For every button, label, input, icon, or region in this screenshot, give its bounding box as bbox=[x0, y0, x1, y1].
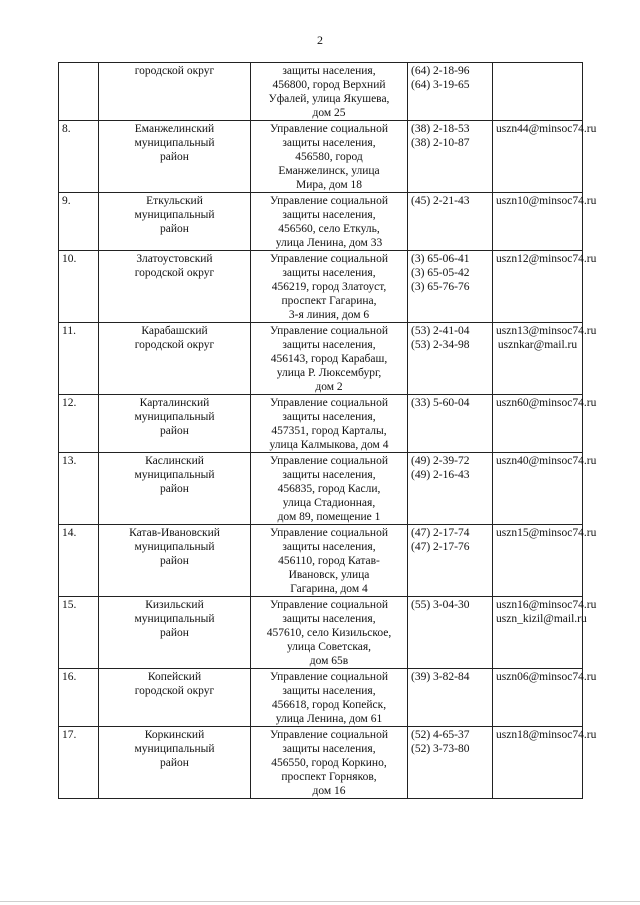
email-link[interactable]: uszn16@minsoc74.ru bbox=[496, 599, 597, 611]
cell-line: 456618, город Копейск, bbox=[271, 699, 387, 711]
cell-line: защиты населения, bbox=[282, 65, 376, 77]
cell-line: Кизильский bbox=[145, 599, 204, 611]
phone-number: (38) 2-10-87 bbox=[411, 137, 470, 149]
cell-line: улица Р. Люксембург, bbox=[276, 367, 382, 379]
cell-line: муниципальный bbox=[134, 209, 215, 221]
row-number-cell: 15. bbox=[59, 597, 99, 669]
cell-line: защиты населения, bbox=[282, 469, 376, 481]
cell-line: 457351, город Карталы, bbox=[271, 425, 387, 437]
phones-cell bbox=[408, 525, 493, 597]
emails-cell bbox=[493, 669, 597, 727]
phones-cell bbox=[408, 193, 493, 251]
emails-cell bbox=[493, 727, 597, 799]
email-link[interactable]: uszn_kizil@mail.ru bbox=[496, 613, 587, 625]
cell-line: защиты населения, bbox=[282, 411, 376, 423]
table-row bbox=[59, 63, 583, 121]
cell-line: защиты населения, bbox=[282, 137, 376, 149]
municipality-cell bbox=[99, 63, 251, 121]
cell-line: район bbox=[160, 151, 189, 163]
emails-cell bbox=[493, 525, 597, 597]
cell-line: Карталинский bbox=[139, 397, 210, 409]
cell-line: улица Ленина, дом 61 bbox=[275, 713, 383, 725]
table-row bbox=[59, 395, 583, 453]
cell-line: 456580, город bbox=[295, 151, 363, 163]
table-row bbox=[59, 669, 583, 727]
row-number-cell: 16. bbox=[59, 669, 99, 727]
municipality-cell bbox=[99, 453, 251, 525]
phone-number: (45) 2-21-43 bbox=[411, 195, 470, 207]
cell-line: проспект Гагарина, bbox=[281, 295, 377, 307]
cell-line: 456560, село Еткуль, bbox=[278, 223, 380, 235]
cell-line: защиты населения, bbox=[282, 339, 376, 351]
cell-line: район bbox=[160, 627, 189, 639]
cell-line: Копейский bbox=[147, 671, 202, 683]
emails-cell bbox=[493, 323, 597, 395]
row-number-cell: 13. bbox=[59, 453, 99, 525]
cell-line: 456110, город Катав- bbox=[278, 555, 380, 567]
cell-line: муниципальный bbox=[134, 469, 215, 481]
cell-line: Катав-Ивановский bbox=[129, 527, 220, 539]
cell-line: Управление социальной bbox=[270, 397, 388, 409]
phone-number: (64) 3-19-65 bbox=[411, 79, 470, 91]
phones-cell bbox=[408, 669, 493, 727]
email-link[interactable]: uszn18@minsoc74.ru bbox=[496, 729, 597, 741]
phone-number: (64) 2-18-96 bbox=[411, 65, 470, 77]
cell-line: защиты населения, bbox=[282, 209, 376, 221]
row-number-cell bbox=[59, 63, 99, 121]
cell-line: Управление социальной bbox=[270, 253, 388, 265]
phone-number: (33) 5-60-04 bbox=[411, 397, 470, 409]
organization-address-cell bbox=[251, 669, 408, 727]
cell-line: дом 89, помещение 1 bbox=[277, 511, 381, 523]
cell-line: муниципальный bbox=[134, 137, 215, 149]
organization-address-cell bbox=[251, 121, 408, 193]
cell-line: муниципальный bbox=[134, 743, 215, 755]
phone-number: (38) 2-18-53 bbox=[411, 123, 470, 135]
cell-line: защиты населения, bbox=[282, 685, 376, 697]
table-row bbox=[59, 727, 583, 799]
cell-line: Каслинский bbox=[145, 455, 204, 467]
cell-line: Коркинский bbox=[144, 729, 205, 741]
cell-line: 457610, село Кизильское, bbox=[266, 627, 392, 639]
cell-line: проспект Горняков, bbox=[281, 771, 377, 783]
municipality-cell bbox=[99, 121, 251, 193]
table-row bbox=[59, 597, 583, 669]
cell-line: Мира, дом 18 bbox=[295, 179, 363, 191]
municipality-cell bbox=[99, 395, 251, 453]
email-link[interactable]: uszn10@minsoc74.ru bbox=[496, 195, 597, 207]
cell-line: городской округ bbox=[134, 339, 215, 351]
municipality-cell bbox=[99, 727, 251, 799]
cell-line: район bbox=[160, 483, 189, 495]
cell-line: Управление социальной bbox=[270, 123, 388, 135]
cell-line: Управление социальной bbox=[270, 527, 388, 539]
municipality-cell bbox=[99, 323, 251, 395]
email-link[interactable]: uszn44@minsoc74.ru bbox=[496, 123, 597, 135]
cell-line: район bbox=[160, 757, 189, 769]
cell-line: район bbox=[160, 223, 189, 235]
cell-line: защиты населения, bbox=[282, 743, 376, 755]
table-row bbox=[59, 121, 583, 193]
municipality-cell bbox=[99, 525, 251, 597]
municipality-cell bbox=[99, 251, 251, 323]
municipality-cell bbox=[99, 669, 251, 727]
cell-line: район bbox=[160, 425, 189, 437]
cell-line: Еманжелинский bbox=[134, 123, 215, 135]
cell-line: улица Советская, bbox=[286, 641, 372, 653]
phones-cell bbox=[408, 63, 493, 121]
row-number-cell: 8. bbox=[59, 121, 99, 193]
row-number-cell: 12. bbox=[59, 395, 99, 453]
organization-address-cell bbox=[251, 453, 408, 525]
table-row bbox=[59, 525, 583, 597]
phone-number: (52) 4-65-37 bbox=[411, 729, 470, 741]
cell-line: 456550, город Коркино, bbox=[271, 757, 387, 769]
table-body bbox=[59, 63, 597, 799]
cell-line: городской округ bbox=[134, 685, 215, 697]
cell-line: 456835, город Касли, bbox=[277, 483, 381, 495]
cell-line: улица Калмыкова, дом 4 bbox=[269, 439, 389, 451]
phones-cell bbox=[408, 453, 493, 525]
cell-line: улица Стадионная, bbox=[282, 497, 376, 509]
email-link[interactable]: usznkar@mail.ru bbox=[497, 339, 578, 351]
cell-line: Уфалей, улица Якушева, bbox=[268, 93, 390, 105]
table-row bbox=[59, 193, 583, 251]
row-number-cell: 10. bbox=[59, 251, 99, 323]
phone-number: (53) 2-41-04 bbox=[411, 325, 470, 337]
phone-number: (47) 2-17-74 bbox=[411, 527, 470, 539]
email-link[interactable]: uszn15@minsoc74.ru bbox=[496, 527, 597, 539]
organization-address-cell bbox=[251, 727, 408, 799]
cell-line: Управление социальной bbox=[270, 729, 388, 741]
phone-number: (49) 2-16-43 bbox=[411, 469, 470, 481]
phone-number: (3) 65-76-76 bbox=[411, 281, 470, 293]
table-row bbox=[59, 251, 583, 323]
emails-cell bbox=[493, 251, 597, 323]
row-number-cell: 14. bbox=[59, 525, 99, 597]
organization-address-cell bbox=[251, 251, 408, 323]
emails-cell bbox=[493, 453, 597, 525]
phone-number: (52) 3-73-80 bbox=[411, 743, 470, 755]
emails-cell bbox=[493, 395, 597, 453]
email-link[interactable]: uszn12@minsoc74.ru bbox=[496, 253, 597, 265]
cell-line: муниципальный bbox=[134, 541, 215, 553]
cell-line: защиты населения, bbox=[282, 541, 376, 553]
phone-number: (39) 3-82-84 bbox=[411, 671, 470, 683]
cell-line: дом 2 bbox=[315, 381, 343, 393]
email-link[interactable]: uszn60@minsoc74.ru bbox=[496, 397, 597, 409]
phone-number: (3) 65-05-42 bbox=[411, 267, 470, 279]
phones-cell bbox=[408, 727, 493, 799]
organization-address-cell bbox=[251, 597, 408, 669]
cell-line: дом 65в bbox=[309, 655, 349, 667]
emails-cell bbox=[493, 121, 597, 193]
cell-line: дом 25 bbox=[312, 107, 346, 119]
phones-cell bbox=[408, 597, 493, 669]
organization-address-cell bbox=[251, 193, 408, 251]
phone-number: (49) 2-39-72 bbox=[411, 455, 470, 467]
cell-line: 3-я линия, дом 6 bbox=[288, 309, 370, 321]
phones-cell bbox=[408, 323, 493, 395]
emails-cell bbox=[493, 63, 583, 121]
phones-cell bbox=[408, 395, 493, 453]
cell-line: дом 16 bbox=[312, 785, 346, 797]
table-row bbox=[59, 453, 583, 525]
cell-line: Управление социальной bbox=[270, 599, 388, 611]
row-number-cell: 17. bbox=[59, 727, 99, 799]
municipality-cell bbox=[99, 597, 251, 669]
page-bottom-edge bbox=[0, 901, 640, 902]
cell-line: Карабашский bbox=[141, 325, 208, 337]
municipality-cell bbox=[99, 193, 251, 251]
phone-number: (53) 2-34-98 bbox=[411, 339, 470, 351]
cell-line: Управление социальной bbox=[270, 195, 388, 207]
organization-address-cell bbox=[251, 395, 408, 453]
phone-number: (55) 3-04-30 bbox=[411, 599, 470, 611]
emails-cell bbox=[493, 193, 597, 251]
organization-address-cell bbox=[251, 63, 408, 121]
cell-line: улица Ленина, дом 33 bbox=[275, 237, 383, 249]
email-link[interactable]: uszn06@minsoc74.ru bbox=[496, 671, 597, 683]
cell-line: защиты населения, bbox=[282, 613, 376, 625]
cell-line: 456143, город Карабаш, bbox=[270, 353, 388, 365]
cell-line: Управление социальной bbox=[270, 455, 388, 467]
emails-cell bbox=[493, 597, 597, 669]
email-link[interactable]: uszn13@minsoc74.ru bbox=[496, 325, 597, 337]
phones-cell bbox=[408, 251, 493, 323]
cell-line: городской округ bbox=[134, 267, 215, 279]
cell-line: Гагарина, дом 4 bbox=[290, 583, 368, 595]
cell-line: Управление социальной bbox=[270, 671, 388, 683]
cell-line: городской округ bbox=[134, 65, 215, 77]
row-number-cell: 11. bbox=[59, 323, 99, 395]
page-number: 2 bbox=[317, 33, 323, 47]
cell-line: Еманжелинск, улица bbox=[278, 165, 380, 177]
organization-address-cell bbox=[251, 323, 408, 395]
organization-address-cell bbox=[251, 525, 408, 597]
cell-line: муниципальный bbox=[134, 411, 215, 423]
cell-line: Еткульский bbox=[146, 195, 203, 207]
cell-line: район bbox=[160, 555, 189, 567]
table-row bbox=[59, 323, 583, 395]
phone-number: (3) 65-06-41 bbox=[411, 253, 470, 265]
cell-line: Ивановск, улица bbox=[288, 569, 370, 581]
cell-line: Златоустовский bbox=[136, 253, 213, 265]
cell-line: защиты населения, bbox=[282, 267, 376, 279]
address-table bbox=[58, 62, 597, 799]
phone-number: (47) 2-17-76 bbox=[411, 541, 470, 553]
cell-line: Управление социальной bbox=[270, 325, 388, 337]
cell-line: муниципальный bbox=[134, 613, 215, 625]
cell-line: 456219, город Златоуст, bbox=[271, 281, 387, 293]
row-number-cell: 9. bbox=[59, 193, 99, 251]
phones-cell bbox=[408, 121, 493, 193]
email-link[interactable]: uszn40@minsoc74.ru bbox=[496, 455, 597, 467]
cell-line: 456800, город Верхний bbox=[272, 79, 386, 91]
